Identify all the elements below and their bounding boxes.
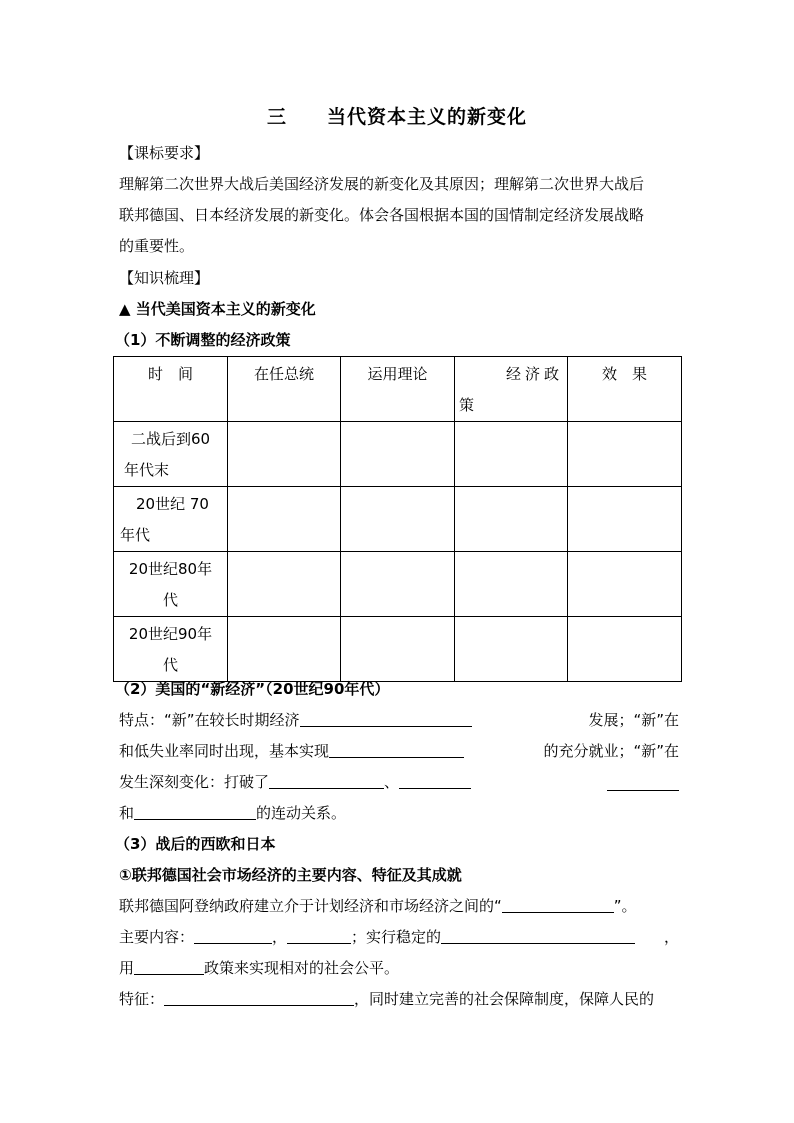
fill-blank[interactable] [287, 927, 351, 944]
fill-blank[interactable] [329, 741, 464, 758]
table-cell[interactable] [341, 552, 455, 617]
germany-text: ， [663, 928, 679, 946]
germany-line-2 [119, 926, 679, 948]
header-theory: 运用理论 [367, 365, 428, 383]
features-text: 特点：“新”在较长时期经济 [119, 711, 300, 729]
fill-blank[interactable] [607, 774, 679, 791]
features-line-2 [119, 740, 679, 762]
table-cell[interactable] [455, 422, 568, 487]
germany-text: 用 [119, 959, 135, 977]
germany-line-3 [119, 957, 679, 979]
table-cell[interactable] [568, 487, 682, 552]
subsection-europe-japan: （3）战后的西欧和日本 [115, 835, 276, 853]
table-cell[interactable] [341, 422, 455, 487]
table-cell[interactable] [455, 487, 568, 552]
table-cell[interactable] [455, 552, 568, 617]
table-cell[interactable] [568, 617, 682, 682]
subsection-economic-policy: （1）不断调整的经济政策 [115, 331, 291, 349]
features-text: 和 [119, 804, 135, 822]
germany-text: ，同时建立完善的社会保障制度，保障人民的 [354, 990, 655, 1008]
requirements-line-2: 联邦德国、日本经济发展的新变化。体会各国根据本国的国情制定经济发展战略 [119, 206, 645, 224]
features-text: 和低失业率同时出现，基本实现 [119, 742, 330, 760]
row-period-line2: 代 [162, 591, 178, 609]
fill-blank[interactable] [134, 958, 204, 975]
knowledge-heading: 【知识梳理】 [119, 269, 210, 287]
features-text: 、 [384, 773, 400, 791]
requirements-line-3: 的重要性。 [119, 237, 195, 255]
table-row [114, 617, 682, 682]
table-cell[interactable] [228, 422, 341, 487]
fill-blank[interactable] [194, 927, 272, 944]
header-effect: 效 果 [601, 365, 647, 383]
table-cell[interactable] [568, 422, 682, 487]
germany-text: 特征： [119, 990, 165, 1008]
features-line-3 [119, 771, 679, 793]
germany-text: 政策来实现相对的社会公平。 [204, 959, 400, 977]
requirements-line-1: 理解第二次世界大战后美国经济发展的新变化及其原因；理解第二次世界大战后 [119, 175, 645, 193]
germany-line-1 [119, 895, 679, 917]
row-period-line1: 20世纪90年 [128, 625, 213, 643]
features-line-1 [119, 709, 679, 731]
fill-blank[interactable] [399, 772, 471, 789]
fill-blank[interactable] [269, 772, 384, 789]
row-period-line2: 年代末 [124, 461, 170, 479]
row-period-line1: 二战后到60 [130, 430, 211, 448]
row-period-line2: 代 [162, 656, 178, 674]
germany-text: ”。 [613, 897, 637, 915]
header-president: 在任总统 [253, 365, 314, 383]
features-text: 发生深刻变化：打破了 [119, 773, 270, 791]
germany-line-4 [119, 988, 679, 1010]
features-text: 的充分就业；“新”在 [543, 742, 679, 760]
table-cell[interactable] [341, 487, 455, 552]
header-time: 时 间 [147, 365, 193, 383]
features-text: 发展；“新”在 [588, 711, 679, 729]
header-policy-line2: 策 [459, 396, 475, 414]
row-period-line2: 年代 [120, 526, 151, 544]
fill-blank[interactable] [134, 803, 256, 820]
germany-text: 联邦德国阿登纳政府建立介于计划经济和市场经济之间的“ [119, 897, 502, 915]
requirements-heading: 【课标要求】 [119, 144, 210, 162]
policy-table [113, 356, 682, 682]
features-line-4 [119, 802, 679, 824]
table-row [114, 552, 682, 617]
germany-text: 主要内容： [119, 928, 195, 946]
page-title: 三 当代资本主义的新变化 [266, 106, 527, 128]
fill-blank[interactable] [441, 927, 635, 944]
subsection-new-economy: （2）美国的“新经济”（20世纪90年代） [115, 680, 390, 698]
section-us-capitalism: ▲ 当代美国资本主义的新变化 [119, 300, 316, 318]
fill-blank[interactable] [164, 989, 354, 1006]
table-cell[interactable] [228, 487, 341, 552]
table-cell[interactable] [341, 617, 455, 682]
row-period-line1: 20世纪 70 [136, 495, 209, 513]
germany-text: ；实行稳定的 [351, 928, 442, 946]
table-cell[interactable] [228, 617, 341, 682]
fill-blank[interactable] [502, 896, 614, 913]
germany-text: ， [272, 928, 288, 946]
table-cell[interactable] [455, 617, 568, 682]
table-row [114, 487, 682, 552]
table-cell[interactable] [228, 552, 341, 617]
row-period-line1: 20世纪80年 [128, 560, 213, 578]
table-cell[interactable] [568, 552, 682, 617]
germany-heading: ①联邦德国社会市场经济的主要内容、特征及其成就 [119, 866, 462, 884]
header-policy-line1: 经济政 [505, 365, 563, 383]
table-row [114, 422, 682, 487]
fill-blank[interactable] [300, 710, 472, 727]
features-text: 的连动关系。 [256, 804, 347, 822]
table-header-row [114, 357, 682, 422]
